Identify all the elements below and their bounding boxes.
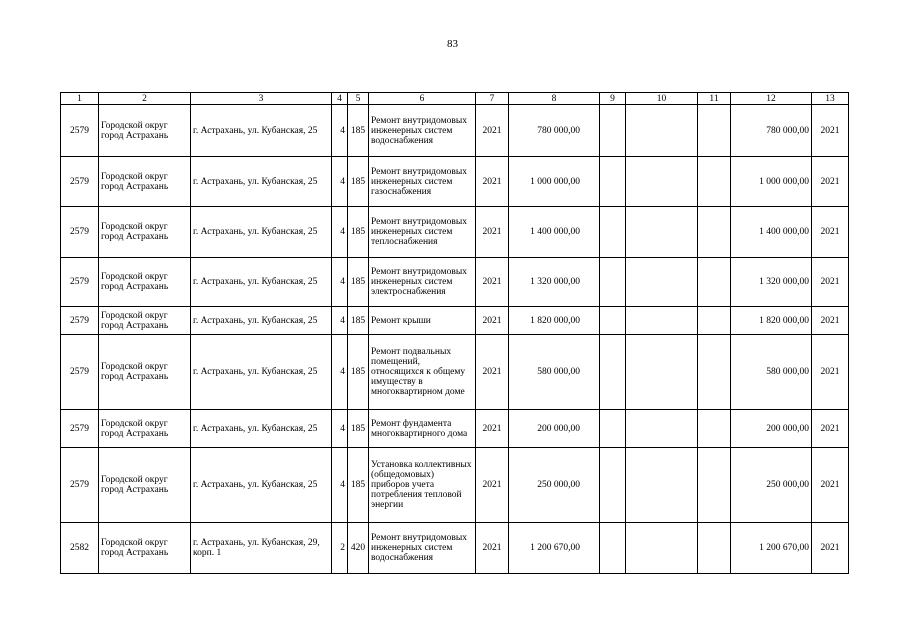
year-cell: 2021 [476, 307, 509, 335]
col12-cost-cell: 1 000 000,00 [731, 157, 812, 207]
work-type-cell: Ремонт внутридомовых инженерных систем водоснабжения [369, 105, 476, 157]
column-header: 5 [348, 93, 369, 105]
deadline-cell: 2021 [812, 410, 849, 448]
col10-cell [626, 157, 698, 207]
address-cell: г. Астрахань, ул. Кубанская, 25 [191, 105, 332, 157]
year-cell: 2021 [476, 335, 509, 410]
work-type-cell: Ремонт подвальных помещений, относящихся к общему имуществу в многоквартирном доме [369, 335, 476, 410]
col10-cell [626, 307, 698, 335]
table-row [61, 523, 849, 574]
col9-cell [600, 335, 626, 410]
header-row [61, 93, 849, 105]
col9-cell [600, 523, 626, 574]
address-cell: г. Астрахань, ул. Кубанская, 25 [191, 335, 332, 410]
address-cell: г. Астрахань, ул. Кубанская, 25 [191, 410, 332, 448]
col9-cell [600, 448, 626, 523]
col12-cost-cell: 200 000,00 [731, 410, 812, 448]
year-cell: 2021 [476, 105, 509, 157]
deadline-cell: 2021 [812, 448, 849, 523]
row-id: 2579 [61, 410, 99, 448]
total-cost-cell: 1 000 000,00 [509, 157, 600, 207]
year-cell: 2021 [476, 523, 509, 574]
municipality-cell: Городской округ город Астрахань [99, 523, 191, 574]
row-id: 2579 [61, 157, 99, 207]
column-header: 10 [626, 93, 698, 105]
col11-cell [698, 207, 731, 258]
municipality-cell: Городской округ город Астрахань [99, 258, 191, 307]
deadline-cell: 2021 [812, 523, 849, 574]
floors-cell: 4 [332, 448, 348, 523]
floors-cell: 4 [332, 258, 348, 307]
municipality-cell: Городской округ город Астрахань [99, 410, 191, 448]
col11-cell [698, 448, 731, 523]
work-type-cell: Ремонт внутридомовых инженерных систем теплоснабжения [369, 207, 476, 258]
table-body [61, 105, 849, 574]
year-cell: 2021 [476, 157, 509, 207]
col10-cell [626, 448, 698, 523]
deadline-cell: 2021 [812, 207, 849, 258]
deadline-cell: 2021 [812, 105, 849, 157]
work-type-cell: Ремонт крыши [369, 307, 476, 335]
col10-cell [626, 258, 698, 307]
work-type-cell: Ремонт внутридомовых инженерных систем водоснабжения [369, 523, 476, 574]
page-number: 83 [447, 38, 458, 50]
floors-cell: 4 [332, 410, 348, 448]
year-cell: 2021 [476, 448, 509, 523]
floors-cell: 4 [332, 335, 348, 410]
column-header: 2 [99, 93, 191, 105]
col12-cost-cell: 1 320 000,00 [731, 258, 812, 307]
area-cell: 185 [348, 157, 369, 207]
municipality-cell: Городской округ город Астрахань [99, 207, 191, 258]
column-header: 12 [731, 93, 812, 105]
row-id: 2579 [61, 258, 99, 307]
capital-repair-table [60, 92, 849, 574]
total-cost-cell: 1 200 670,00 [509, 523, 600, 574]
total-cost-cell: 1 820 000,00 [509, 307, 600, 335]
row-id: 2579 [61, 207, 99, 258]
column-header: 3 [191, 93, 332, 105]
total-cost-cell: 780 000,00 [509, 105, 600, 157]
col9-cell [600, 410, 626, 448]
municipality-cell: Городской округ город Астрахань [99, 105, 191, 157]
table-row [61, 105, 849, 157]
col11-cell [698, 258, 731, 307]
total-cost-cell: 250 000,00 [509, 448, 600, 523]
col9-cell [600, 157, 626, 207]
col9-cell [600, 258, 626, 307]
col12-cost-cell: 1 400 000,00 [731, 207, 812, 258]
table-row [61, 335, 849, 410]
area-cell: 420 [348, 523, 369, 574]
area-cell: 185 [348, 448, 369, 523]
row-id: 2579 [61, 105, 99, 157]
deadline-cell: 2021 [812, 335, 849, 410]
work-type-cell: Ремонт внутридомовых инженерных систем электроснабжения [369, 258, 476, 307]
address-cell: г. Астрахань, ул. Кубанская, 25 [191, 258, 332, 307]
address-cell: г. Астрахань, ул. Кубанская, 25 [191, 307, 332, 335]
col9-cell [600, 207, 626, 258]
column-header: 6 [369, 93, 476, 105]
deadline-cell: 2021 [812, 307, 849, 335]
year-cell: 2021 [476, 258, 509, 307]
col11-cell [698, 523, 731, 574]
area-cell: 185 [348, 207, 369, 258]
floors-cell: 4 [332, 157, 348, 207]
address-cell: г. Астрахань, ул. Кубанская, 25 [191, 207, 332, 258]
col10-cell [626, 410, 698, 448]
col9-cell [600, 105, 626, 157]
total-cost-cell: 200 000,00 [509, 410, 600, 448]
col12-cost-cell: 1 200 670,00 [731, 523, 812, 574]
year-cell: 2021 [476, 410, 509, 448]
col10-cell [626, 105, 698, 157]
deadline-cell: 2021 [812, 258, 849, 307]
col12-cost-cell: 250 000,00 [731, 448, 812, 523]
work-type-cell: Ремонт фундамента многоквартирного дома [369, 410, 476, 448]
col10-cell [626, 335, 698, 410]
floors-cell: 2 [332, 523, 348, 574]
col12-cost-cell: 1 820 000,00 [731, 307, 812, 335]
col11-cell [698, 307, 731, 335]
column-header: 1 [61, 93, 99, 105]
municipality-cell: Городской округ город Астрахань [99, 335, 191, 410]
table-row [61, 307, 849, 335]
col12-cost-cell: 780 000,00 [731, 105, 812, 157]
floors-cell: 4 [332, 105, 348, 157]
col11-cell [698, 157, 731, 207]
total-cost-cell: 580 000,00 [509, 335, 600, 410]
area-cell: 185 [348, 105, 369, 157]
total-cost-cell: 1 400 000,00 [509, 207, 600, 258]
col12-cost-cell: 580 000,00 [731, 335, 812, 410]
column-header: 4 [332, 93, 348, 105]
municipality-cell: Городской округ город Астрахань [99, 157, 191, 207]
column-header: 13 [812, 93, 849, 105]
table-row [61, 448, 849, 523]
municipality-cell: Городской округ город Астрахань [99, 307, 191, 335]
work-type-cell: Установка коллективных (общедомовых) приборов учета потребления тепловой энергии [369, 448, 476, 523]
col9-cell [600, 307, 626, 335]
row-id: 2579 [61, 448, 99, 523]
address-cell: г. Астрахань, ул. Кубанская, 29, корп. 1 [191, 523, 332, 574]
area-cell: 185 [348, 307, 369, 335]
col11-cell [698, 410, 731, 448]
row-id: 2579 [61, 335, 99, 410]
col10-cell [626, 523, 698, 574]
column-header: 9 [600, 93, 626, 105]
area-cell: 185 [348, 258, 369, 307]
area-cell: 185 [348, 335, 369, 410]
address-cell: г. Астрахань, ул. Кубанская, 25 [191, 448, 332, 523]
floors-cell: 4 [332, 307, 348, 335]
address-cell: г. Астрахань, ул. Кубанская, 25 [191, 157, 332, 207]
table-row [61, 258, 849, 307]
col11-cell [698, 105, 731, 157]
table-row [61, 157, 849, 207]
work-type-cell: Ремонт внутридомовых инженерных систем газоснабжения [369, 157, 476, 207]
deadline-cell: 2021 [812, 157, 849, 207]
table-row [61, 410, 849, 448]
total-cost-cell: 1 320 000,00 [509, 258, 600, 307]
col11-cell [698, 335, 731, 410]
column-header: 8 [509, 93, 600, 105]
area-cell: 185 [348, 410, 369, 448]
municipality-cell: Городской округ город Астрахань [99, 448, 191, 523]
column-header: 11 [698, 93, 731, 105]
col10-cell [626, 207, 698, 258]
year-cell: 2021 [476, 207, 509, 258]
column-header: 7 [476, 93, 509, 105]
row-id: 2582 [61, 523, 99, 574]
table-row [61, 207, 849, 258]
floors-cell: 4 [332, 207, 348, 258]
row-id: 2579 [61, 307, 99, 335]
